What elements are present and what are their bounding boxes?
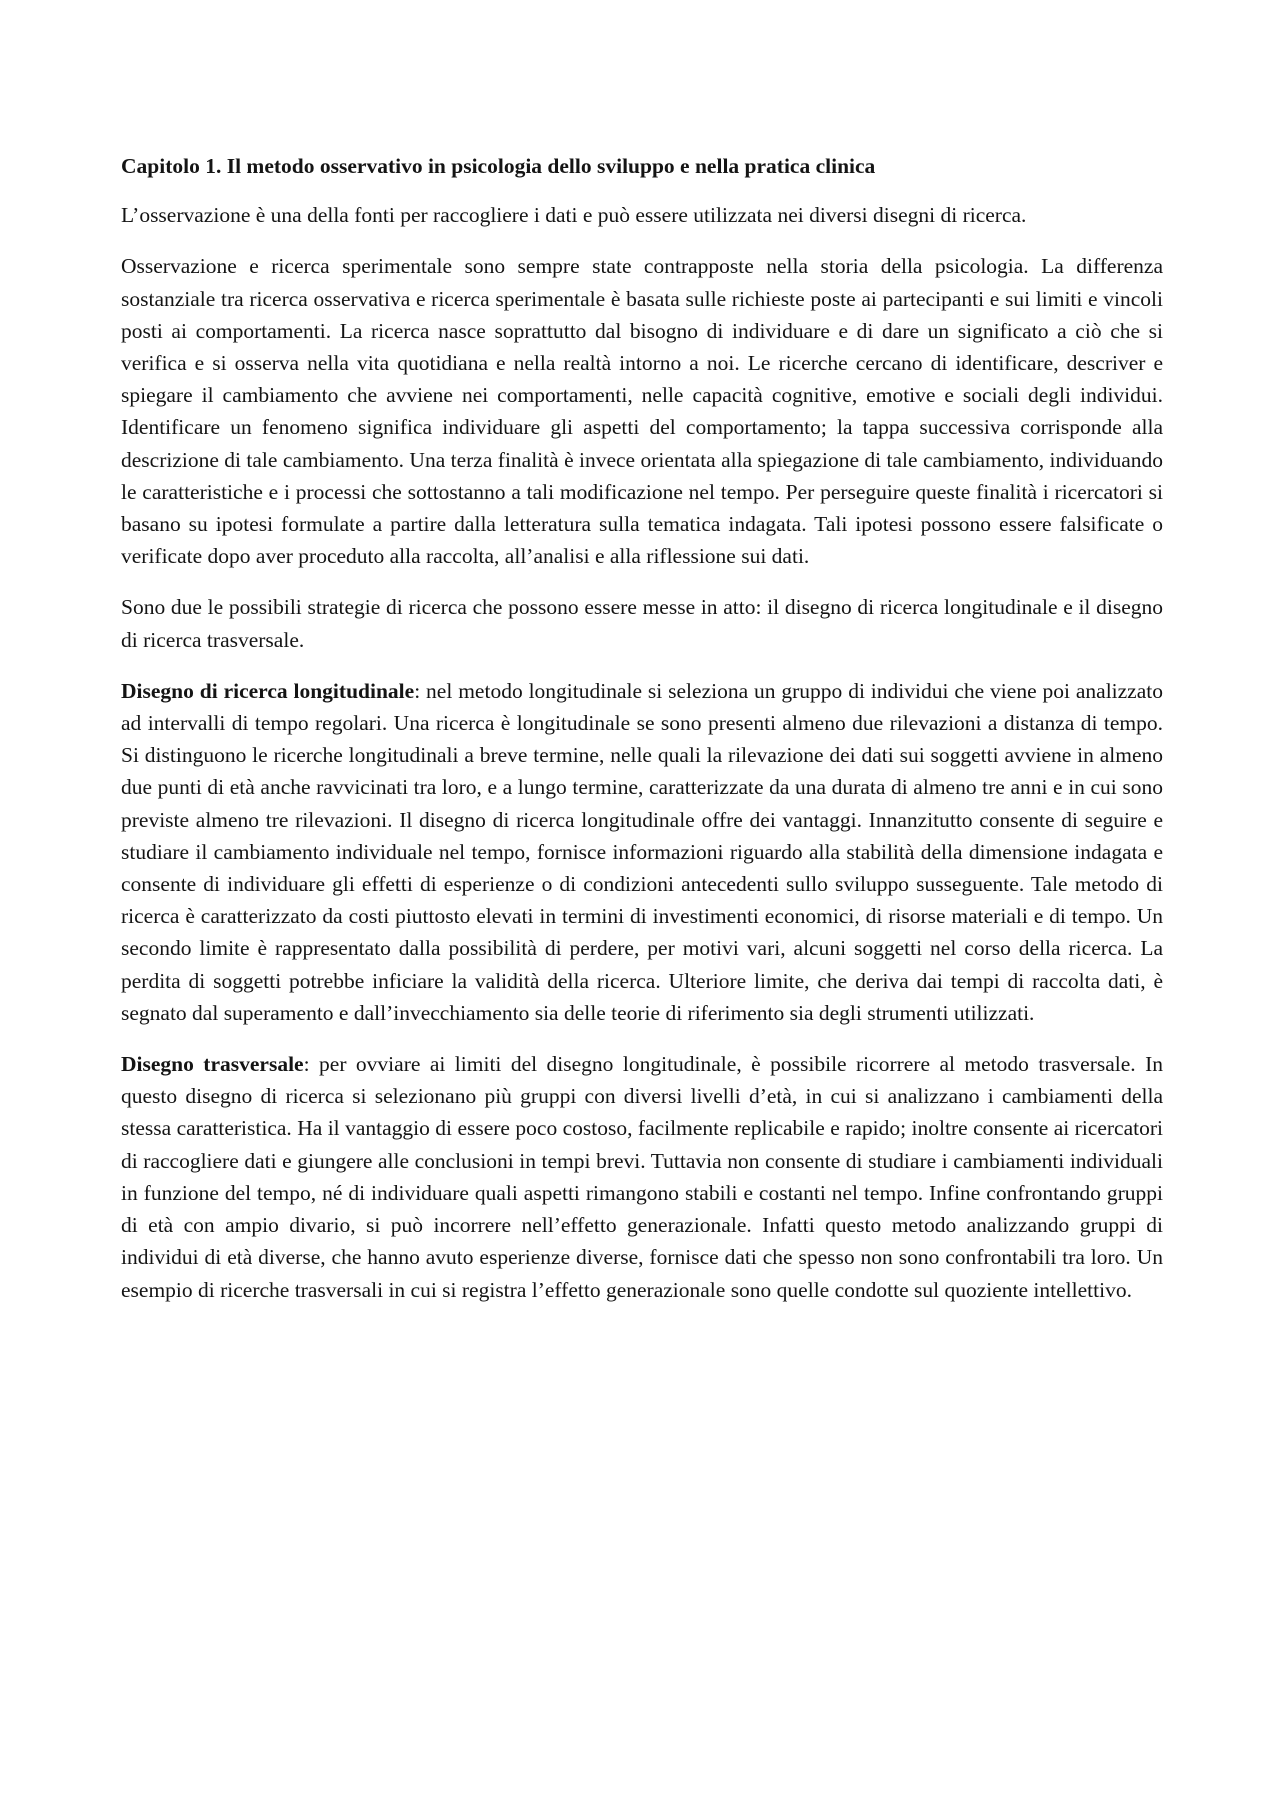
paragraph-research-strategies <box>121 591 1163 655</box>
paragraph-text: : per ovviare ai limiti del disegno longitudinale, è possibile ricorrere al metodo trasversale. In questo disegno di ricerca si selezionano più gruppi con diversi livelli d’età, in cui si analizzano i cambiamenti della stessa caratteristica. Ha il vantaggio di essere poco costoso, facilmente replicabile e rapido; inoltre consente ai ricercatori di raccogliere dati e giungere alle conclusioni in tempi brevi. Tuttavia non consente di studiare i cambiamenti individuali in funzione del tempo, né di individuare quali aspetti rimangono stabili e costanti nel tempo. Infine confrontando gruppi di età con ampio divario, si può incorrere nell’effetto generazionale. Infatti questo metodo analizzando gruppi di individui di età diverse, che hanno avuto esperienze diverse, fornisce dati che spesso non sono confrontabili tra loro. Un esempio di ricerche trasversali in cui si registra l’effetto generazionale sono quelle condotte sul quoziente intellettivo. <box>121 1052 1164 1302</box>
paragraph-text: Sono due le possibili strategie di ricerca che possono essere messe in atto: il disegno di ricerca longitudinale e il disegno di ricerca trasversale. <box>121 595 1163 652</box>
paragraph-lead-term: Disegno trasversale <box>121 1052 304 1077</box>
paragraph-observation-vs-experiment <box>121 250 1163 572</box>
paragraph-text: : nel metodo longitudinale si seleziona un gruppo di individui che viene poi analizzato ad intervalli di tempo regolari. Una ricerca è longitudinale se sono presenti almeno due rilevazioni a distanza di tempo. Si distinguono le ricerche longitudinali a breve termine, nelle quali la rilevazione dei dati sui soggetti avviene in almeno due punti di età anche ravvicinati tra loro, e a lungo termine, caratterizzate da una durata di almeno tre anni e in cui sono previste almeno tre rilevazioni. Il disegno di ricerca longitudinale offre dei vantaggi. Innanzitutto consente di seguire e studiare il cambiamento individuale nel tempo, fornisce informazioni riguardo alla stabilità della dimensione indagata e consente di individuare gli effetti di esperienze o di condizioni antecedenti sullo sviluppo susseguente. Tale metodo di ricerca è caratterizzato da costi piuttosto elevati in termini di investimenti economici, di risorse materiali e di tempo. Un secondo limite è rappresentato dalla possibilità di perdere, per motivi vari, alcuni soggetti nel corso della ricerca. La perdita di soggetti potrebbe inficiare la validità della ricerca. Ulteriore limite, che deriva dai tempi di raccolta dati, è segnato dal superamento e dall’invecchiamento sia delle teorie di riferimento sia degli strumenti utilizzati. <box>121 678 1163 1025</box>
document-body <box>121 150 1163 1325</box>
paragraph-cross-sectional-design <box>121 1048 1163 1306</box>
paragraph-intro <box>121 199 1163 231</box>
paragraph-text: L’osservazione è una della fonti per raccogliere i dati e può essere utilizzata nei diversi disegni di ricerca. <box>121 203 1027 228</box>
paragraph-longitudinal-design <box>121 675 1163 1029</box>
chapter-title: Capitolo 1. Il metodo osservativo in psicologia dello sviluppo e nella pratica clinica <box>121 154 876 178</box>
paragraph-text: Osservazione e ricerca sperimentale sono sempre state contrapposte nella storia della psicologia. La differenza sostanziale tra ricerca osservativa e ricerca sperimentale è basata sulle richieste poste ai partecipanti e sui limiti e vincoli posti ai comportamenti. La ricerca nasce soprattutto dal bisogno di individuare e di dare un significato a ciò che si verifica e si osserva nella vita quotidiana e nella realtà intorno a noi. Le ricerche cercano di identificare, descriver e spiegare il cambiamento che avviene nei comportamenti, nelle capacità cognitive, emotive e sociali degli individui. Identificare un fenomeno significa individuare gli aspetti del comportamento; la tappa successiva corrisponde alla descrizione di tale cambiamento. Una terza finalità è invece orientata alla spiegazione di tale cambiamento, individuando le caratteristiche e i processi che sottostanno a tali modificazione nel tempo. Per perseguire queste finalità i ricercatori si basano su ipotesi formulate a partire dalla letteratura sulla tematica indagata. Tali ipotesi possono essere falsificate o verificate dopo aver proceduto alla raccolta, all’analisi e alla riflessione sui dati. <box>121 254 1163 569</box>
paragraph-lead-term: Disegno di ricerca longitudinale <box>121 678 415 703</box>
